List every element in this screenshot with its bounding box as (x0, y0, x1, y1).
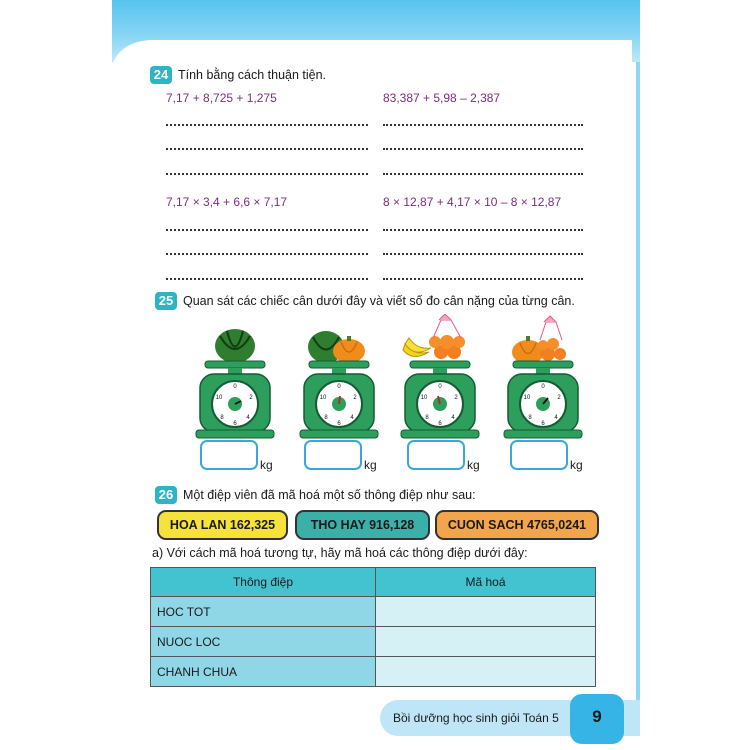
table-header-message: Thông điệp (151, 568, 376, 597)
page-number: 9 (570, 694, 624, 744)
answer-line[interactable] (166, 229, 368, 231)
table-row (151, 657, 596, 687)
answer-box[interactable] (510, 440, 568, 470)
dial-number: 10 (420, 395, 428, 401)
scale-1 (190, 322, 280, 440)
dial-number: 6 (337, 421, 341, 427)
scale-2 (294, 322, 384, 440)
dial-number: 8 (220, 415, 224, 421)
unit-label: kg (570, 458, 583, 472)
dial-number: 6 (233, 421, 237, 427)
dial-number: 6 (438, 421, 442, 427)
answer-line[interactable] (383, 124, 583, 126)
answer-line[interactable] (383, 278, 583, 280)
dial-number: 0 (438, 384, 442, 390)
dial-number: 8 (425, 415, 429, 421)
dial-number: 6 (541, 421, 545, 427)
answer-line[interactable] (383, 173, 583, 175)
answer-line[interactable] (166, 253, 368, 255)
banana-icon (403, 338, 431, 357)
right-edge-band (636, 62, 640, 702)
answer-line[interactable] (166, 173, 368, 175)
watermelon-icon (215, 329, 255, 363)
oranges-bag-icon (429, 314, 465, 359)
code-cell[interactable] (376, 597, 596, 627)
pumpkin-icon (512, 336, 544, 364)
answer-line[interactable] (383, 148, 583, 150)
answer-line[interactable] (166, 124, 368, 126)
code-example-1: HOA LAN 162,325 (157, 510, 288, 540)
question-25-badge: 25 (155, 292, 177, 310)
answer-box[interactable] (304, 440, 362, 470)
dial-number: 4 (451, 415, 455, 421)
question-24-prompt: Tính bằng cách thuận tiện. (178, 68, 327, 82)
oranges-bag-icon (538, 316, 566, 361)
table-row (151, 597, 596, 627)
dial-number: 2 (454, 395, 458, 401)
table-row (151, 627, 596, 657)
unit-label: kg (260, 458, 273, 472)
unit-label: kg (364, 458, 377, 472)
dial-number: 10 (523, 395, 531, 401)
q24-expression-4: 8 × 12,87 + 4,17 × 10 – 8 × 12,87 (383, 195, 562, 209)
dial-number: 0 (541, 384, 545, 390)
dial-number: 10 (319, 395, 327, 401)
answer-line[interactable] (166, 278, 368, 280)
unit-label: kg (467, 458, 480, 472)
dial-number: 4 (350, 415, 354, 421)
answer-line[interactable] (166, 148, 368, 150)
table-header-code: Mã hoá (376, 568, 596, 597)
code-cell[interactable] (376, 657, 596, 687)
dial-number: 10 (215, 395, 223, 401)
encoding-table (150, 567, 596, 687)
q24-expression-3: 7,17 × 3,4 + 6,6 × 7,17 (166, 195, 288, 209)
dial-number: 0 (337, 384, 341, 390)
dial-number: 4 (246, 415, 250, 421)
answer-box[interactable] (200, 440, 258, 470)
scale-3 (395, 314, 485, 440)
answer-line[interactable] (383, 253, 583, 255)
dial-number: 2 (557, 395, 561, 401)
code-example-3: CUON SACH 4765,0241 (435, 510, 599, 540)
q24-expression-1: 7,17 + 8,725 + 1,275 (166, 91, 277, 105)
answer-box[interactable] (407, 440, 465, 470)
code-example-2: THO HAY 916,128 (295, 510, 430, 540)
q24-expression-2: 83,387 + 5,98 – 2,387 (383, 91, 501, 105)
question-24-badge: 24 (150, 66, 172, 84)
answer-line[interactable] (383, 229, 583, 231)
message-cell: NUOC LOC (151, 627, 376, 657)
dial-number: 0 (233, 384, 237, 390)
message-cell: CHANH CHUA (151, 657, 376, 687)
dial-number: 4 (554, 415, 558, 421)
scale-4 (498, 314, 588, 440)
code-cell[interactable] (376, 627, 596, 657)
question-26-badge: 26 (155, 486, 177, 504)
part-a-instruction: a) Với cách mã hoá tương tự, hãy mã hoá các thông điệp dưới đây: (152, 546, 528, 560)
book-title: Bồi dưỡng học sinh giỏi Toán 5 (393, 711, 559, 725)
question-26-prompt: Một điệp viên đã mã hoá một số thông điệp như sau: (183, 488, 476, 502)
dial-number: 2 (249, 395, 253, 401)
dial-number: 8 (324, 415, 328, 421)
dial-number: 2 (353, 395, 357, 401)
message-cell: HOC TOT (151, 597, 376, 627)
dial-number: 8 (528, 415, 532, 421)
question-25-prompt: Quan sát các chiếc cân dưới đây và viết số đo cân nặng của từng cân. (183, 294, 575, 308)
